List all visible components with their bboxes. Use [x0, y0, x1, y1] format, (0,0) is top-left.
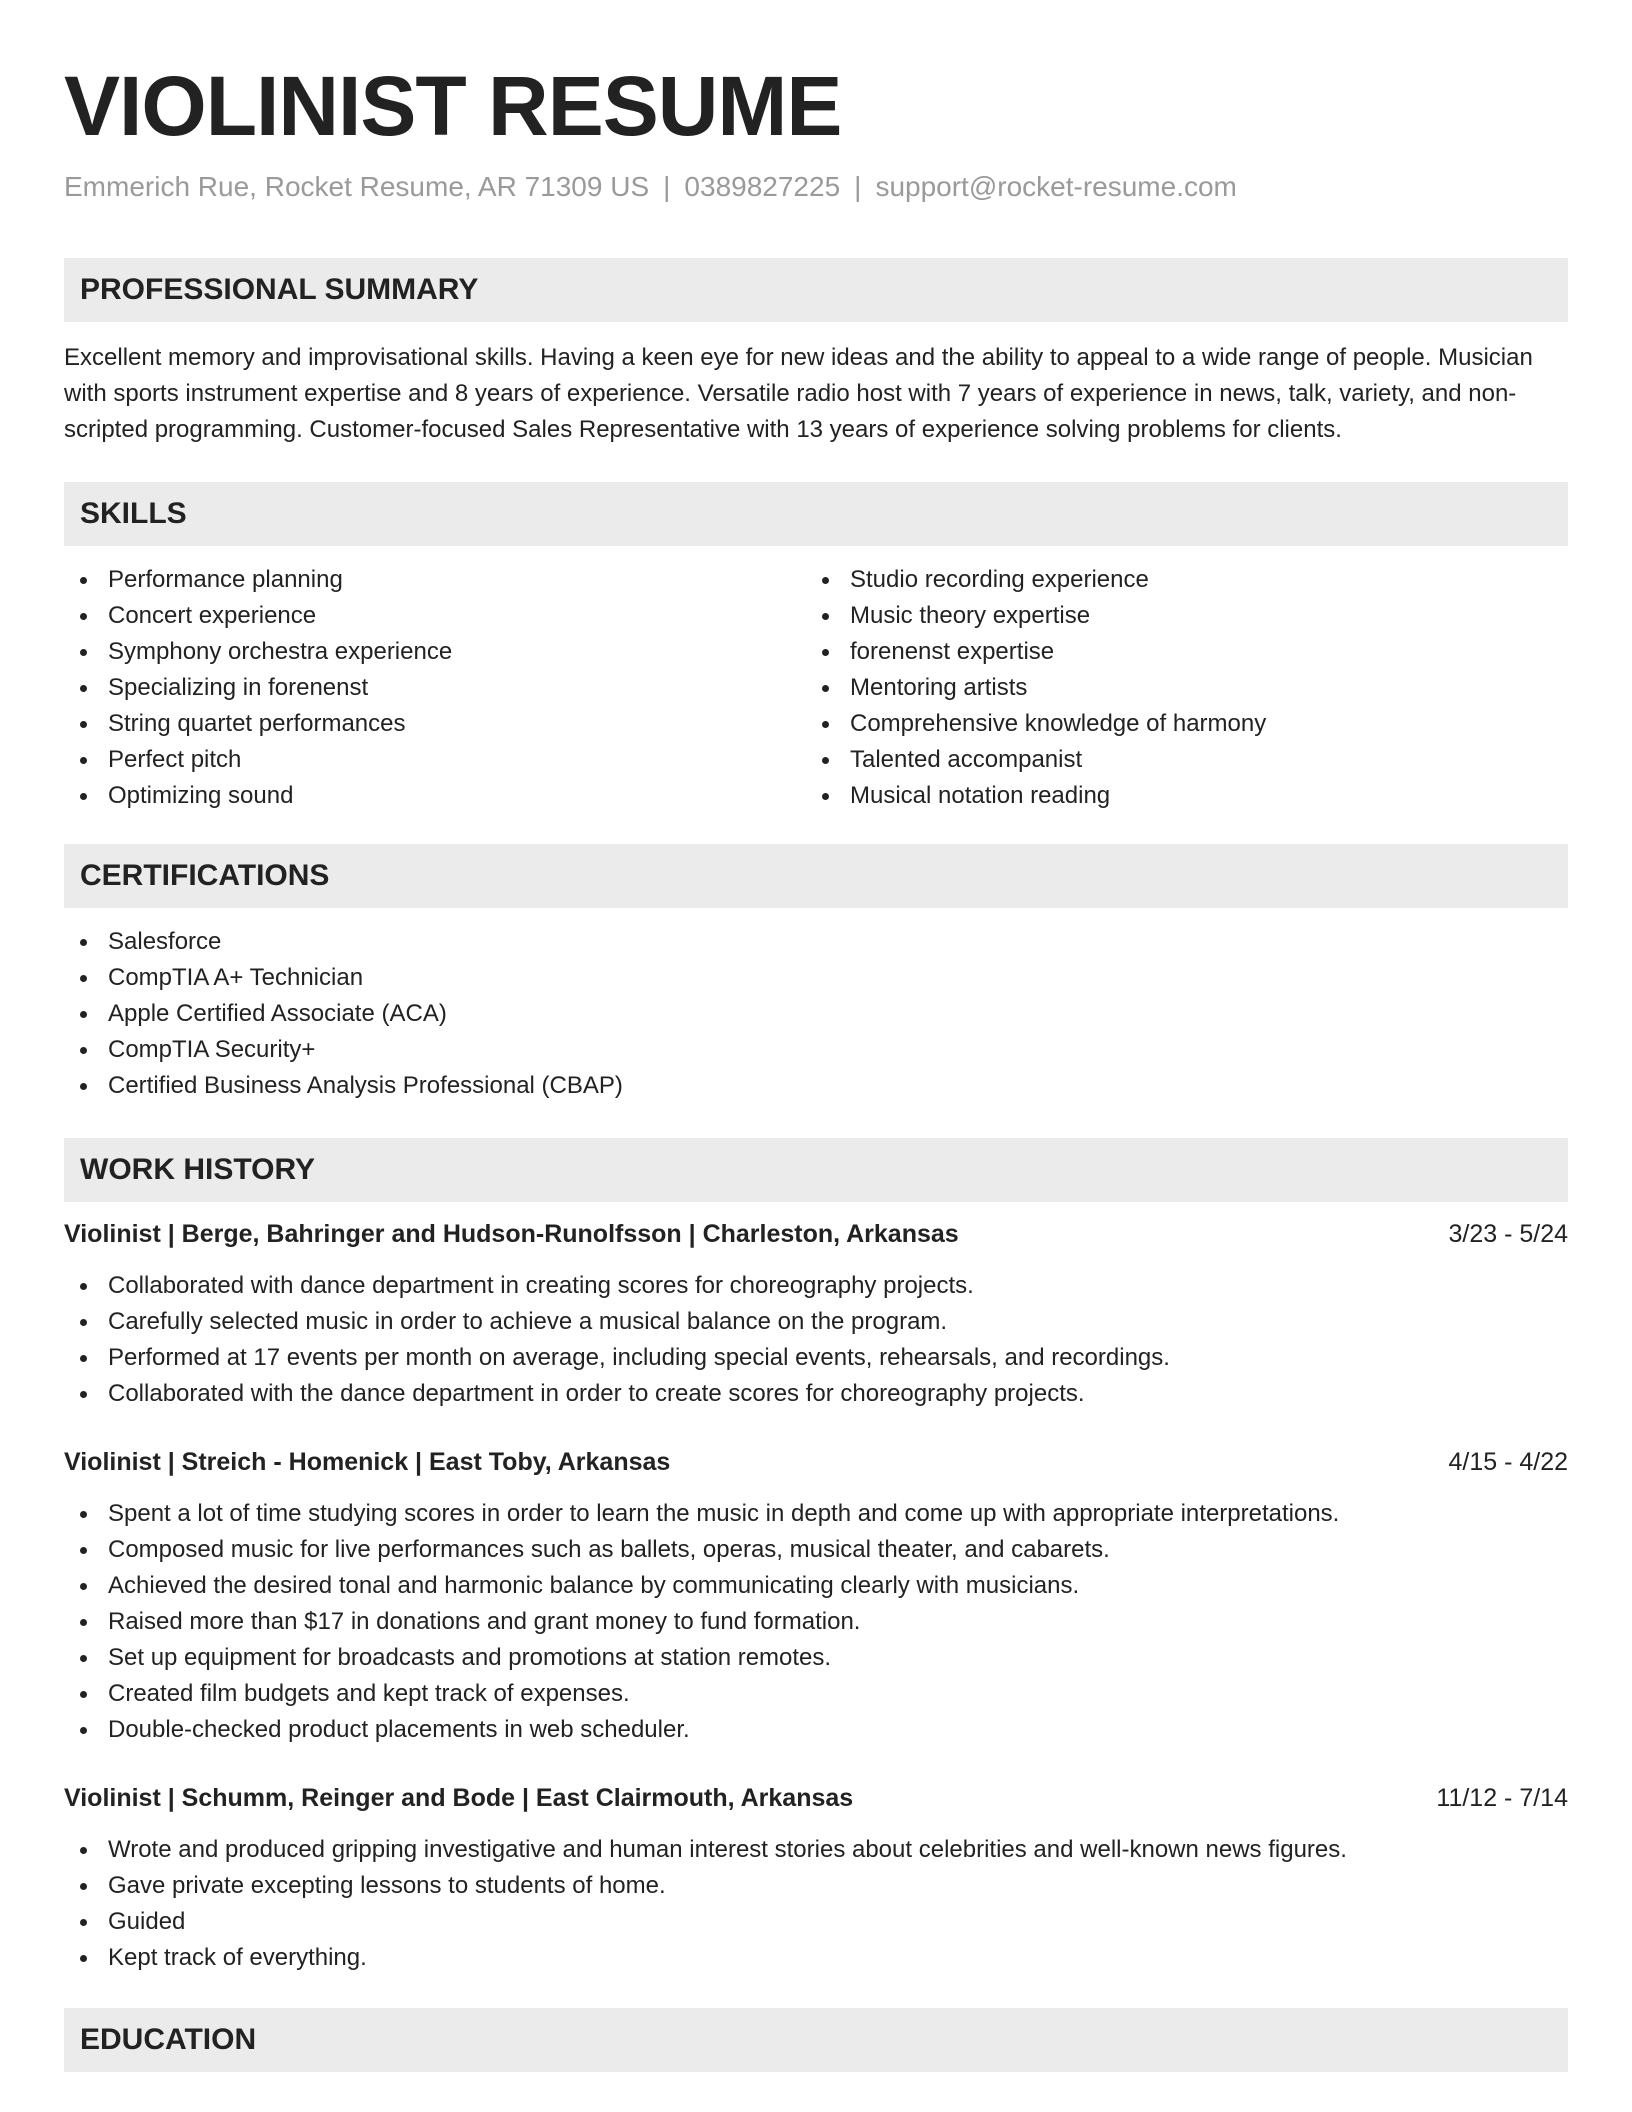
skill-item: Studio recording experience — [806, 562, 1548, 598]
job-entry — [64, 1780, 1568, 1976]
job-bullet: Collaborated with dance department in creating scores for choreography projects. — [64, 1268, 1568, 1304]
contact-phone: 0389827225 — [684, 171, 841, 202]
resume-title: VIOLINIST RESUME — [64, 59, 842, 153]
certification-item: CompTIA Security+ — [64, 1032, 1568, 1068]
job-entry — [64, 1444, 1568, 1748]
job-bullet: Carefully selected music in order to achieve a musical balance on the program. — [64, 1304, 1568, 1340]
job-bullet: Raised more than $17 in donations and grant money to fund formation. — [64, 1604, 1568, 1640]
job-bullet: Created film budgets and kept track of expenses. — [64, 1676, 1568, 1712]
summary-text: Excellent memory and improvisational skills. Having a keen eye for new ideas and the ability to appeal to a wide range of people. Musician with sports instrument expertise and 8 years of experience. Versatile radio host with 7 years of experience in news, talk, variety, and non-scripted programming. Customer-focused Sales Representative with 13 years of experience solving problems for clients. — [64, 344, 1533, 443]
contact-address: Emmerich Rue, Rocket Resume, AR 71309 US — [64, 171, 650, 202]
skill-item: Comprehensive knowledge of harmony — [806, 706, 1548, 742]
job-bullets — [64, 1832, 1568, 1976]
certification-item: Salesforce — [64, 924, 1568, 960]
certification-item: Certified Business Analysis Professional (CBAP) — [64, 1068, 1568, 1104]
skills-list — [64, 562, 1568, 814]
job-entry — [64, 1216, 1568, 1412]
job-dates: 4/15 - 4/22 — [1448, 1448, 1568, 1476]
contact-separator: | — [663, 171, 671, 202]
skill-item: Specializing in forenenst — [64, 670, 806, 706]
skill-item: Perfect pitch — [64, 742, 806, 778]
job-bullet: Achieved the desired tonal and harmonic balance by communicating clearly with musicians. — [64, 1568, 1568, 1604]
skill-item: Talented accompanist — [806, 742, 1548, 778]
job-bullet: Double-checked product placements in web scheduler. — [64, 1712, 1568, 1748]
certifications-list — [64, 924, 1568, 1104]
job-header — [64, 1216, 1568, 1252]
skill-item: Music theory expertise — [806, 598, 1548, 634]
section-heading-certifications: CERTIFICATIONS — [64, 844, 1568, 908]
skill-item: String quartet performances — [64, 706, 806, 742]
job-bullet: Wrote and produced gripping investigative and human interest stories about celebrities and well-known news figures. — [64, 1832, 1568, 1868]
job-bullet: Spent a lot of time studying scores in order to learn the music in depth and come up with appropriate interpretations. — [64, 1496, 1568, 1532]
section-heading-skills: SKILLS — [64, 482, 1568, 546]
job-dates: 3/23 - 5/24 — [1448, 1220, 1568, 1248]
job-title: Violinist | Streich - Homenick | East Toby, Arkansas — [64, 1448, 671, 1476]
job-dates: 11/12 - 7/14 — [1436, 1784, 1568, 1812]
contact-email: support@rocket-resume.com — [875, 171, 1237, 202]
job-bullet: Performed at 17 events per month on average, including special events, rehearsals, and recordings. — [64, 1340, 1568, 1376]
skill-item: Optimizing sound — [64, 778, 806, 814]
section-heading-summary: PROFESSIONAL SUMMARY — [64, 258, 1568, 322]
job-bullet: Guided — [64, 1904, 1568, 1940]
job-bullet: Kept track of everything. — [64, 1940, 1568, 1976]
contact-line — [64, 170, 1568, 204]
contact-separator: | — [854, 171, 862, 202]
job-bullets — [64, 1496, 1568, 1748]
skills-column-right — [806, 562, 1548, 814]
job-header — [64, 1780, 1568, 1816]
skill-item: Mentoring artists — [806, 670, 1548, 706]
job-bullet: Collaborated with the dance department in order to create scores for choreography projects. — [64, 1376, 1568, 1412]
job-bullets — [64, 1268, 1568, 1412]
skill-item: Concert experience — [64, 598, 806, 634]
section-heading-education: EDUCATION — [64, 2008, 1568, 2072]
skill-item: Performance planning — [64, 562, 806, 598]
job-title: Violinist | Schumm, Reinger and Bode | East Clairmouth, Arkansas — [64, 1784, 854, 1812]
skill-item: forenenst expertise — [806, 634, 1548, 670]
skill-item: Symphony orchestra experience — [64, 634, 806, 670]
job-bullet: Composed music for live performances such as ballets, operas, musical theater, and cabarets. — [64, 1532, 1568, 1568]
section-heading-work-history: WORK HISTORY — [64, 1138, 1568, 1202]
skills-column-left — [64, 562, 806, 814]
job-header — [64, 1444, 1568, 1480]
certification-item: Apple Certified Associate (ACA) — [64, 996, 1568, 1032]
job-title: Violinist | Berge, Bahringer and Hudson-Runolfsson | Charleston, Arkansas — [64, 1220, 959, 1248]
job-bullet: Gave private excepting lessons to students of home. — [64, 1868, 1568, 1904]
certification-item: CompTIA A+ Technician — [64, 960, 1568, 996]
job-bullet: Set up equipment for broadcasts and promotions at station remotes. — [64, 1640, 1568, 1676]
skill-item: Musical notation reading — [806, 778, 1548, 814]
